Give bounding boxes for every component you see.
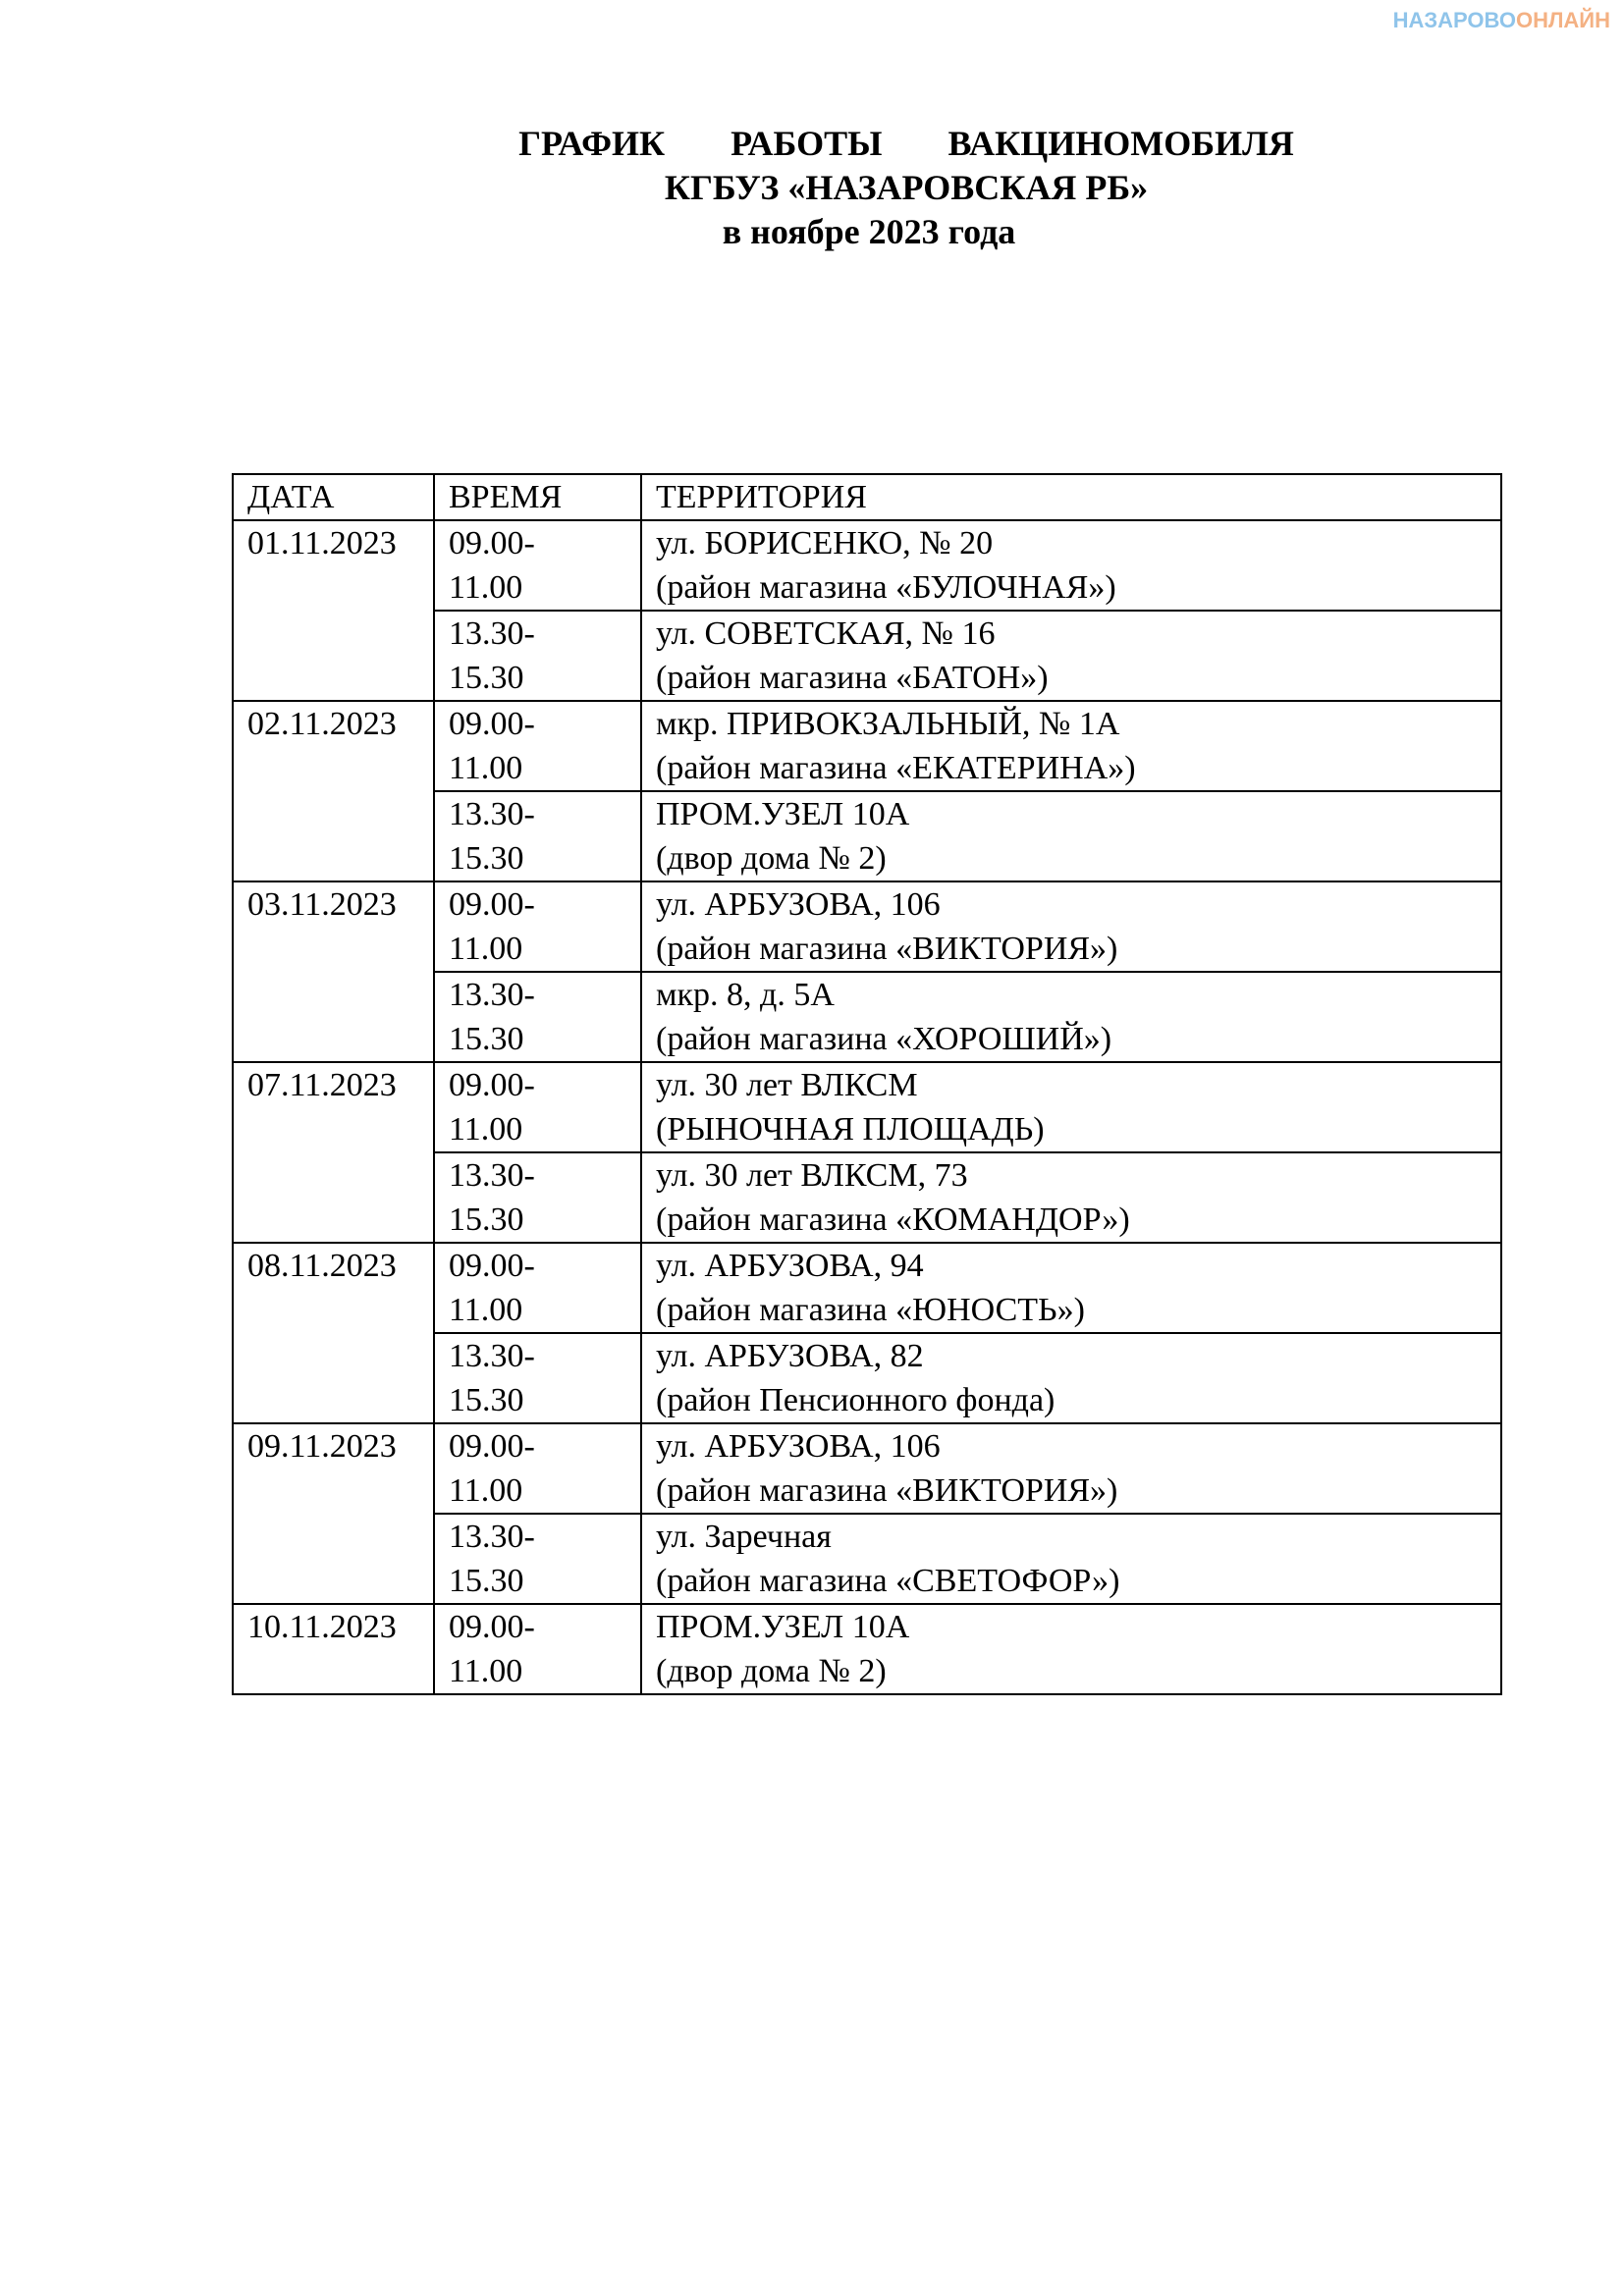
territory-address: ПРОМ.УЗЕЛ 10А <box>656 1609 910 1645</box>
territory-cell <box>641 1333 1501 1423</box>
table-row <box>233 701 1501 791</box>
territory-note: (район магазина «БАТОН») <box>656 660 1049 696</box>
time-start: 13.30- <box>449 977 535 1013</box>
territory-cell <box>641 1062 1501 1152</box>
territory-cell <box>641 701 1501 791</box>
time-end: 15.30 <box>449 1563 524 1599</box>
date-cell: 08.11.2023 <box>233 1243 434 1423</box>
time-end: 11.00 <box>449 750 523 786</box>
territory-note: (район магазина «ЮНОСТЬ») <box>656 1292 1085 1328</box>
title-line1: ГРАФИК РАБОТЫ ВАКЦИНОМОБИЛЯ <box>518 124 1294 163</box>
time-cell <box>434 1423 641 1514</box>
time-cell <box>434 1514 641 1604</box>
time-end: 11.00 <box>449 1292 523 1328</box>
date-cell: 01.11.2023 <box>233 520 434 701</box>
title-line2: КГБУЗ «НАЗАРОВСКАЯ РБ» <box>664 168 1149 207</box>
time-end: 11.00 <box>449 1111 523 1148</box>
time-cell <box>434 611 641 701</box>
header-territory: ТЕРРИТОРИЯ <box>641 474 1501 520</box>
territory-cell <box>641 791 1501 881</box>
schedule-body <box>233 520 1501 1694</box>
territory-cell <box>641 1243 1501 1333</box>
time-start: 09.00- <box>449 1248 535 1284</box>
territory-address: ул. БОРИСЕНКО, № 20 <box>656 525 994 561</box>
territory-address: ул. Заречная <box>656 1519 832 1555</box>
territory-address: ул. АРБУЗОВА, 106 <box>656 886 941 923</box>
time-end: 11.00 <box>449 1472 523 1509</box>
date-cell: 02.11.2023 <box>233 701 434 881</box>
territory-address: ПРОМ.УЗЕЛ 10А <box>656 796 910 832</box>
territory-note: (район магазина «ХОРОШИЙ») <box>656 1021 1112 1057</box>
time-cell <box>434 1243 641 1333</box>
date-cell: 10.11.2023 <box>233 1604 434 1694</box>
territory-cell <box>641 520 1501 611</box>
territory-address: мкр. 8, д. 5А <box>656 977 835 1013</box>
territory-address: ул. 30 лет ВЛКСМ <box>656 1067 918 1103</box>
time-end: 15.30 <box>449 1021 524 1057</box>
table-row <box>233 1243 1501 1333</box>
territory-cell <box>641 611 1501 701</box>
time-cell <box>434 1604 641 1694</box>
header-time: ВРЕМЯ <box>434 474 641 520</box>
territory-address: ул. АРБУЗОВА, 106 <box>656 1428 941 1465</box>
time-start: 13.30- <box>449 1519 535 1555</box>
time-start: 13.30- <box>449 1157 535 1194</box>
date-cell: 09.11.2023 <box>233 1423 434 1604</box>
title-line3: в ноябре 2023 года <box>722 212 1016 251</box>
time-end: 15.30 <box>449 1201 524 1238</box>
watermark-part1: НАЗАРОВО <box>1392 8 1516 32</box>
time-cell <box>434 701 641 791</box>
table-row <box>233 1604 1501 1694</box>
table-header-row <box>233 474 1501 520</box>
territory-cell <box>641 881 1501 972</box>
date-cell: 07.11.2023 <box>233 1062 434 1243</box>
table-row <box>233 1062 1501 1152</box>
table-row <box>233 881 1501 972</box>
territory-note: (двор дома № 2) <box>656 1653 887 1689</box>
time-cell <box>434 881 641 972</box>
territory-cell <box>641 1423 1501 1514</box>
time-end: 11.00 <box>449 1653 523 1689</box>
time-start: 13.30- <box>449 615 535 652</box>
territory-address: мкр. ПРИВОКЗАЛЬНЫЙ, № 1А <box>656 706 1120 742</box>
time-cell <box>434 1152 641 1243</box>
territory-address: ул. АРБУЗОВА, 82 <box>656 1338 924 1374</box>
site-watermark <box>1393 8 1610 33</box>
header-date: ДАТА <box>233 474 434 520</box>
territory-cell <box>641 1514 1501 1604</box>
time-start: 09.00- <box>449 1428 535 1465</box>
time-end: 11.00 <box>449 569 523 606</box>
time-end: 11.00 <box>449 931 523 967</box>
time-cell <box>434 1333 641 1423</box>
time-start: 13.30- <box>449 796 535 832</box>
time-end: 15.30 <box>449 660 524 696</box>
time-cell <box>434 791 641 881</box>
table-row <box>233 520 1501 611</box>
territory-note: (РЫНОЧНАЯ ПЛОЩАДЬ) <box>656 1111 1045 1148</box>
time-start: 09.00- <box>449 1609 535 1645</box>
territory-note: (район магазина «БУЛОЧНАЯ») <box>656 569 1116 606</box>
territory-note: (район магазина «ВИКТОРИЯ») <box>656 931 1118 967</box>
date-cell: 03.11.2023 <box>233 881 434 1062</box>
territory-note: (район магазина «ВИКТОРИЯ») <box>656 1472 1118 1509</box>
time-start: 09.00- <box>449 886 535 923</box>
table-row <box>233 1423 1501 1514</box>
territory-note: (район магазина «КОМАНДОР») <box>656 1201 1130 1238</box>
schedule-table <box>232 473 1502 1695</box>
time-start: 09.00- <box>449 525 535 561</box>
territory-note: (двор дома № 2) <box>656 840 887 877</box>
watermark-part2: ОНЛАЙН <box>1515 8 1610 32</box>
time-end: 15.30 <box>449 1382 524 1418</box>
time-end: 15.30 <box>449 840 524 877</box>
time-cell <box>434 520 641 611</box>
territory-cell <box>641 972 1501 1062</box>
time-start: 09.00- <box>449 1067 535 1103</box>
territory-note: (район Пенсионного фонда) <box>656 1382 1056 1418</box>
time-cell <box>434 972 641 1062</box>
territory-note: (район магазина «ЕКАТЕРИНА») <box>656 750 1136 786</box>
time-start: 09.00- <box>449 706 535 742</box>
territory-cell <box>641 1604 1501 1694</box>
territory-note: (район магазина «СВЕТОФОР») <box>656 1563 1120 1599</box>
territory-address: ул. СОВЕТСКАЯ, № 16 <box>656 615 996 652</box>
time-start: 13.30- <box>449 1338 535 1374</box>
territory-address: ул. 30 лет ВЛКСМ, 73 <box>656 1157 968 1194</box>
territory-address: ул. АРБУЗОВА, 94 <box>656 1248 924 1284</box>
territory-cell <box>641 1152 1501 1243</box>
time-cell <box>434 1062 641 1152</box>
document-title <box>0 122 1624 254</box>
